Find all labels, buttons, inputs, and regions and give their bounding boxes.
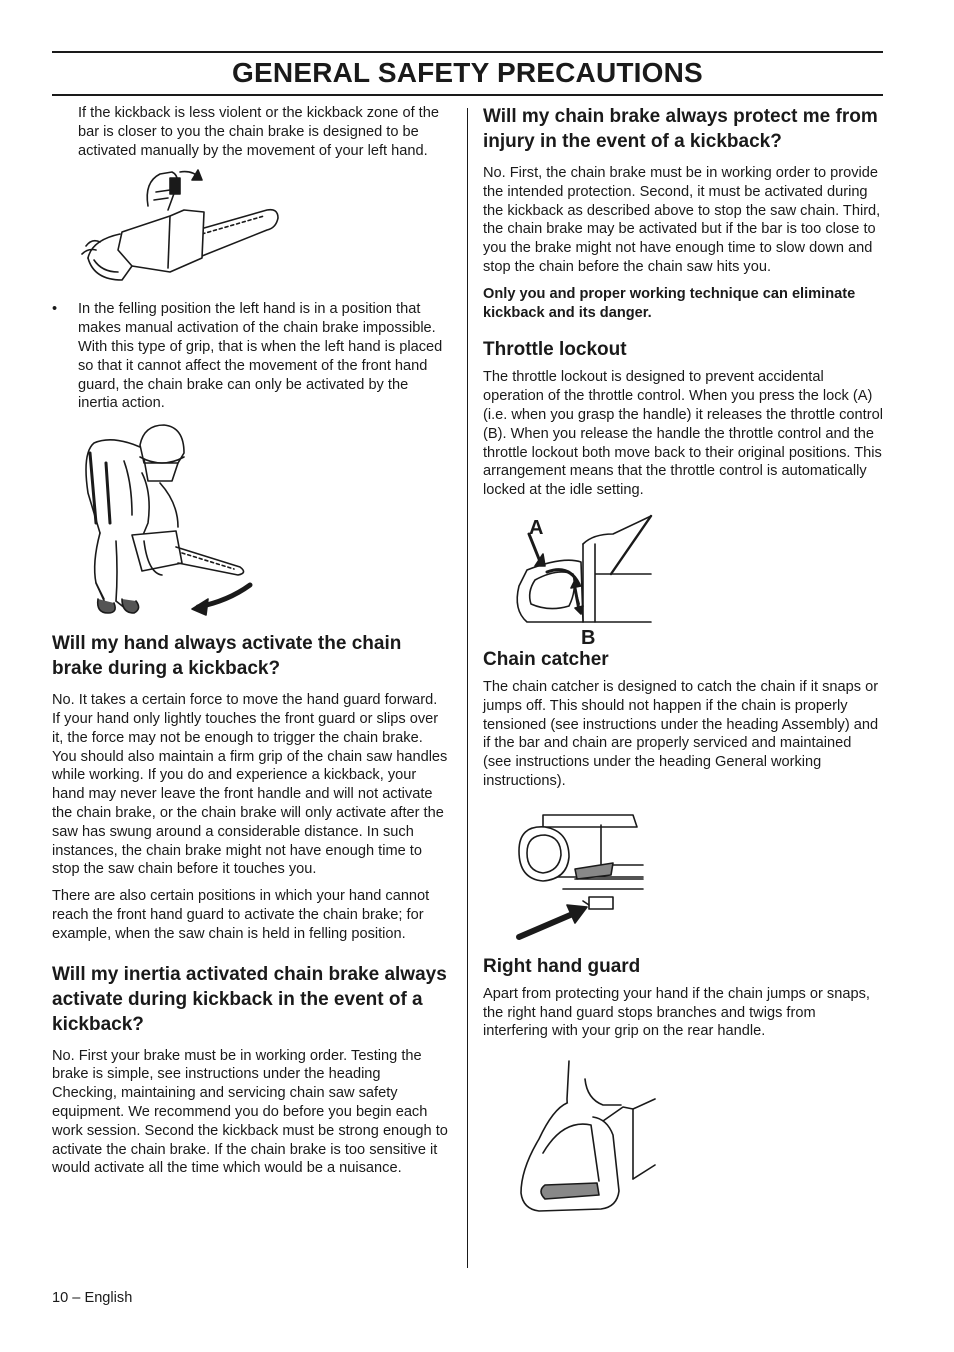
throttle-paragraph: The throttle lockout is designed to prevent accidental operation of the throttle control. When you press the lock (A) (i.e. when you grasp the handle) it releases the throttle control (B). When you release the handle the throttle control and the throttle lockout both move back to their original positions. This arrangement means that the throttle control is automatically locked at the idle setting.: [483, 369, 883, 499]
header-rule-top: [52, 51, 883, 53]
protect-paragraph: No. First, the chain brake must be in working order to provide the intended protection. Second, it must be activated during the kickback as described above to stop the saw chain. Third, the chain brake may be activated but if the bar is too close to you the brake might not have enough time to slow down and stop the chain before the chain saw hits you.: [483, 165, 881, 275]
header-rule-bottom: [52, 94, 883, 96]
right-column: [483, 104, 883, 1219]
heading-chain-catcher: Chain catcher: [483, 648, 609, 670]
left-column: [52, 104, 448, 1178]
heading-inertia: Will my inertia activated chain brake always activate during kickback in the event of a kickback?: [52, 963, 447, 1035]
page-title: GENERAL SAFETY PRECAUTIONS: [232, 57, 703, 88]
chainsaw-hand-brake-illustration: [52, 168, 448, 294]
label-b: B: [581, 626, 596, 648]
right-hand-guard-illustration: [483, 1059, 883, 1219]
label-a: A: [529, 516, 544, 539]
chain-catcher-illustration: [483, 805, 883, 945]
felling-bullet: • In the felling position the left hand is in a position that makes manual activation of the chain brake impossible. With this type of grip, that is when the left hand is placed so that it cannot affect the movement of the front hand guard, the chain brake can only be activated by the inertia action.: [52, 300, 448, 413]
catcher-paragraph: The chain catcher is designed to catch the chain if it snaps or jumps off. This should not happen if the chain is properly tensioned (see instructions under the heading Assembly) and if the bar and chain are properly serviced and maintained (see instructions under the heading General working instructions).: [483, 678, 879, 789]
protect-bold-paragraph: Only you and proper working technique can eliminate kickback and its danger.: [483, 285, 856, 321]
hand-paragraph-2: There are also certain positions in which your hand cannot reach the front hand guard to activate the chain brake; for example, when the saw chain is held in felling position.: [52, 888, 430, 942]
hand-paragraph-1: No. It takes a certain force to move the hand guard forward. If your hand only lightly touches the front guard or slips over it, the force may not be enough to trigger the chain brake. You should also maintain a firm grip of the chain saw handles while working. If you do and experience a kickback, your hand may never leave the front handle and will not activate the chain brake, or the chain brake will only activate after the saw has swung around a considerable distance. In such instances, the chain brake might not have enough time to stop the saw chain before it touches you.: [52, 692, 448, 878]
throttle-lockout-illustration: [483, 514, 883, 648]
intro-paragraph: If the kickback is less violent or the kickback zone of the bar is closer to you the chain brake is designed to be activated manually by the movement of your left hand.: [78, 105, 439, 159]
heading-throttle-lockout: Throttle lockout: [483, 339, 627, 361]
column-divider: [467, 108, 468, 1268]
heading-right-hand-guard: Right hand guard: [483, 955, 641, 977]
page-footer: 10 – English: [52, 1290, 133, 1306]
heading-hand-activate: Will my hand always activate the chain brake during a kickback?: [52, 633, 402, 680]
inertia-paragraph: No. First your brake must be in working order. Testing the brake is simple, see instructions under the heading Checking, maintaining and servicing chain saw safety equipment. We recommend you do before you begin each work session. Second the kickback must be strong enough to activate the chain brake. If the chain brake is too sensitive it would activate all the time which would be a nuisance.: [52, 1047, 448, 1177]
guard-paragraph: Apart from protecting your hand if the chain jumps or snaps, the right hand guard stops branches and twigs from interfering with your grip on the rear handle.: [483, 985, 870, 1040]
heading-protect: Will my chain brake always protect me from injury in the event of a kickback?: [483, 106, 878, 152]
felling-position-illustration: [52, 423, 448, 619]
